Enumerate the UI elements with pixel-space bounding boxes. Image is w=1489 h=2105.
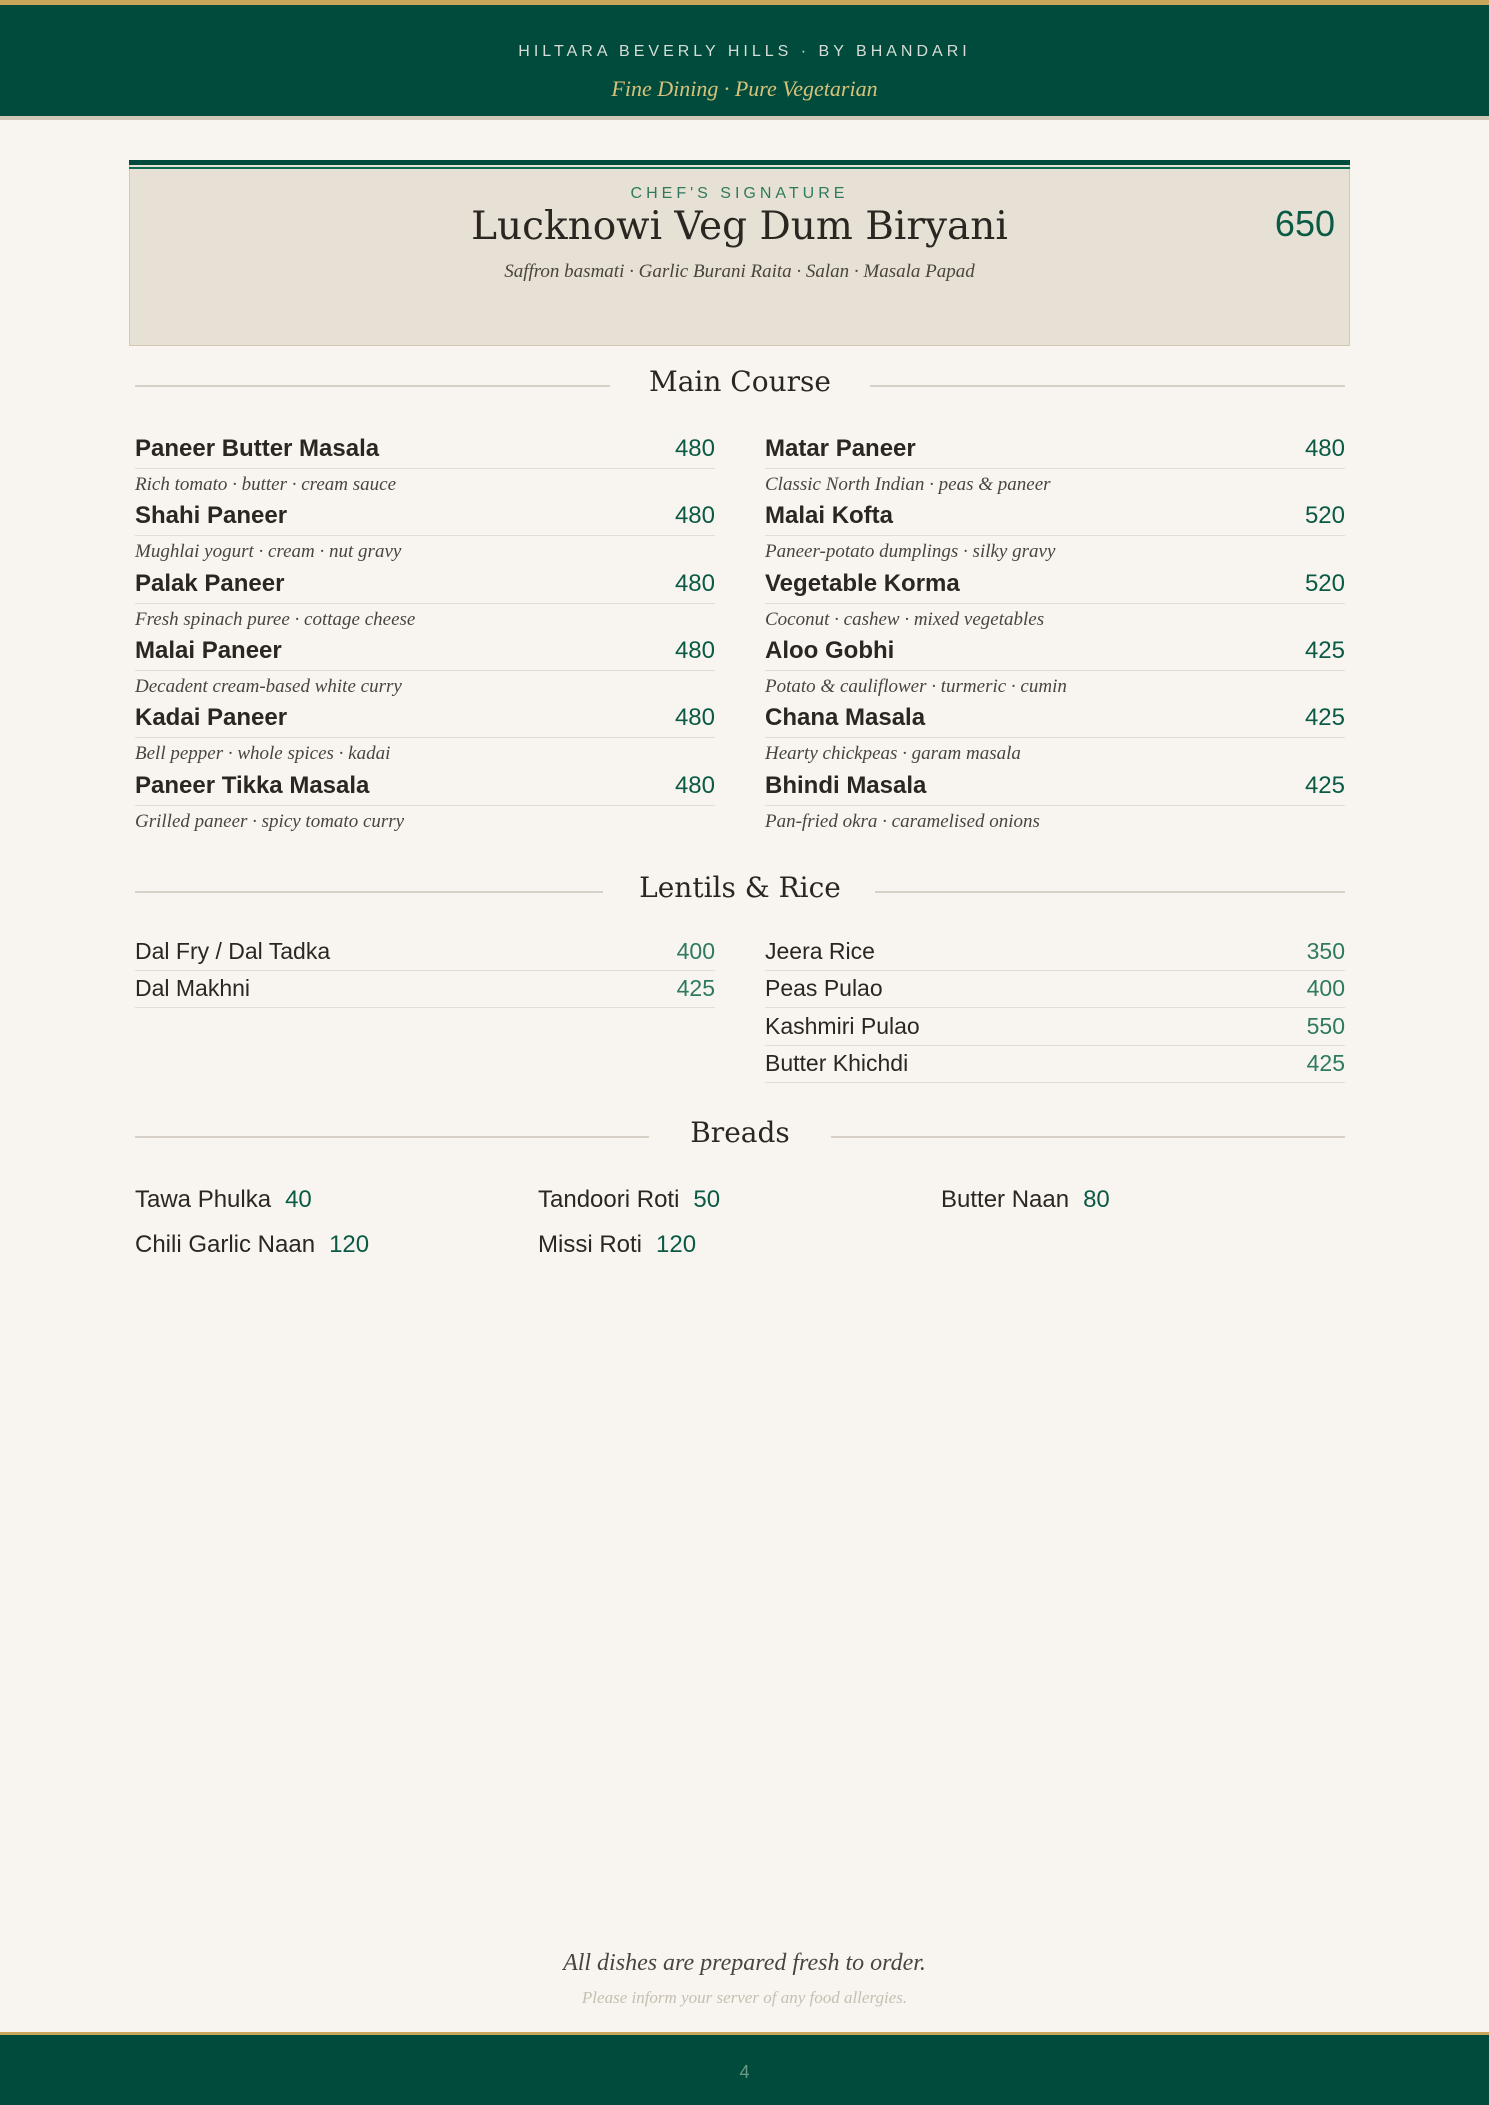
allergy-notice: Please inform your server of any food allergies. — [581, 1988, 908, 2007]
item-name: Matar Paneer — [765, 435, 916, 462]
signature-dish-price: 650 — [1274, 203, 1335, 244]
menu-item — [765, 704, 1345, 765]
item-name: Malai Kofta — [765, 502, 894, 529]
menu-item — [765, 772, 1345, 833]
header-divider — [0, 116, 1489, 120]
item-name: Dal Makhni — [135, 975, 251, 1001]
item-description: Coconut · cashew · mixed vegetables — [765, 609, 1045, 630]
item-description: Rich tomato · butter · cream sauce — [135, 474, 397, 495]
bread-item — [538, 1186, 720, 1214]
item-name: Palak Paneer — [135, 570, 285, 597]
list-item — [135, 972, 715, 1008]
menu-item — [135, 502, 715, 563]
item-description: Decadent cream-based white curry — [135, 676, 402, 697]
item-name: Aloo Gobhi — [765, 637, 895, 664]
item-name: Shahi Paneer — [135, 502, 288, 529]
item-name: Missi Roti — [538, 1231, 643, 1258]
page-number: 4 — [739, 2062, 750, 2082]
item-price: 480 — [674, 435, 715, 462]
item-name: Vegetable Korma — [765, 570, 960, 597]
item-description: Grilled paneer · spicy tomato curry — [135, 811, 405, 832]
item-price: 425 — [1304, 704, 1345, 731]
item-price: 425 — [1304, 772, 1345, 799]
item-description: Paneer-potato dumplings · silky gravy — [765, 541, 1056, 562]
menu-footer — [0, 2032, 1489, 2105]
item-price: 480 — [674, 570, 715, 597]
section-heading-lentils-rice — [135, 871, 1345, 911]
bread-item — [538, 1231, 696, 1259]
item-price: 400 — [676, 938, 715, 964]
item-price: 480 — [674, 704, 715, 731]
signature-top-rule — [129, 160, 1350, 165]
item-price: 550 — [1306, 1013, 1345, 1039]
item-price: 120 — [656, 1231, 697, 1258]
bread-item — [135, 1231, 369, 1259]
list-item — [765, 935, 1345, 971]
chef-signature-card — [129, 160, 1350, 346]
menu-item — [765, 435, 1345, 496]
item-price: 50 — [693, 1186, 721, 1213]
item-price: 425 — [676, 975, 715, 1001]
item-description: Classic North Indian · peas & paneer — [765, 474, 1051, 495]
item-price: 520 — [1304, 570, 1345, 597]
menu-item — [765, 502, 1345, 563]
item-name: Paneer Tikka Masala — [135, 772, 370, 799]
section-title: Breads — [690, 1116, 790, 1149]
menu-item — [765, 570, 1345, 631]
item-name: Malai Paneer — [135, 637, 282, 664]
item-price: 120 — [329, 1231, 370, 1258]
list-item — [765, 1047, 1345, 1083]
bread-item — [135, 1186, 312, 1214]
item-description: Bell pepper · whole spices · kadai — [135, 743, 391, 764]
item-price: 520 — [1304, 502, 1345, 529]
item-name: Kashmiri Pulao — [765, 1013, 920, 1039]
item-price: 425 — [1306, 1050, 1345, 1076]
list-item — [765, 972, 1345, 1008]
item-price: 40 — [285, 1186, 312, 1213]
item-price: 480 — [674, 637, 715, 664]
section-heading-main-course — [135, 365, 1345, 405]
item-description: Potato & cauliflower · turmeric · cumin — [765, 676, 1067, 697]
footer-note: All dishes are prepared fresh to order. — [563, 1950, 926, 1976]
item-price: 425 — [1304, 637, 1345, 664]
item-name: Kadai Paneer — [135, 704, 288, 731]
section-heading-breads — [135, 1116, 1345, 1156]
menu-item — [135, 704, 715, 765]
item-name: Dal Fry / Dal Tadka — [135, 938, 331, 964]
item-price: 480 — [674, 502, 715, 529]
item-description: Hearty chickpeas · garam masala — [765, 743, 1021, 764]
restaurant-brand: HILTARA BEVERLY HILLS · BY BHANDARI — [518, 43, 971, 60]
bread-item — [941, 1186, 1110, 1214]
list-item — [765, 1010, 1345, 1046]
section-title: Main Course — [649, 365, 831, 398]
item-name: Jeera Rice — [765, 938, 875, 964]
list-item — [135, 935, 715, 971]
item-name: Butter Khichdi — [765, 1050, 909, 1076]
item-price: 400 — [1306, 975, 1345, 1001]
menu-item — [135, 570, 715, 631]
item-price: 480 — [674, 772, 715, 799]
item-price: 480 — [1304, 435, 1345, 462]
item-name: Paneer Butter Masala — [135, 435, 380, 462]
menu-item — [135, 435, 715, 496]
item-name: Butter Naan — [941, 1186, 1070, 1213]
signature-dish-name: Lucknowi Veg Dum Biryani — [471, 204, 1008, 249]
section-title: Lentils & Rice — [639, 871, 841, 904]
item-description: Mughlai yogurt · cream · nut gravy — [135, 541, 402, 562]
item-description: Fresh spinach puree · cottage cheese — [135, 609, 416, 630]
menu-item — [135, 772, 715, 833]
restaurant-tagline: Fine Dining · Pure Vegetarian — [611, 76, 878, 101]
item-name: Tandoori Roti — [538, 1186, 680, 1213]
item-description: Pan-fried okra · caramelised onions — [765, 811, 1040, 832]
item-name: Peas Pulao — [765, 975, 883, 1001]
signature-eyebrow: CHEF'S SIGNATURE — [630, 185, 849, 202]
item-price: 350 — [1306, 938, 1345, 964]
signature-dish-description: Saffron basmati · Garlic Burani Raita · Salan · Masala Papad — [504, 261, 975, 282]
menu-item — [765, 637, 1345, 698]
menu-header — [0, 0, 1489, 116]
item-price: 80 — [1083, 1186, 1110, 1213]
item-name: Chana Masala — [765, 704, 926, 731]
item-name: Chili Garlic Naan — [135, 1231, 316, 1258]
signature-top-rule-thin — [129, 167, 1350, 169]
item-name: Bhindi Masala — [765, 772, 927, 799]
menu-item — [135, 637, 715, 698]
item-name: Tawa Phulka — [135, 1186, 272, 1213]
